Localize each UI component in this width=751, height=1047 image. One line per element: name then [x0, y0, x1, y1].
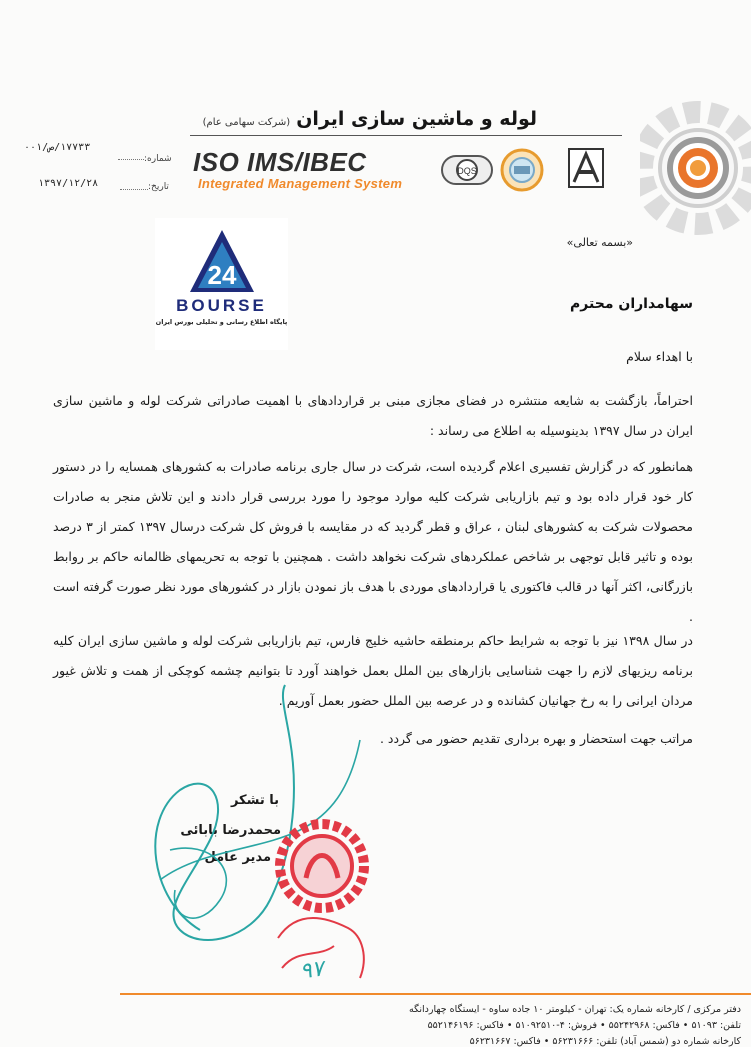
paragraph-plans-1398: در سال ۱۳۹۸ نیز با توجه به شرایط حاکم برمنطقه حاشیه خلیج فارس، تیم بازاریابی شرکت لوله و ماشین سازی ایران کلیه برنامه ریزیهای لازم را جهت شناسایی بازارهای بین الملل بعمل خواهند آورد تا بتوانیم چشمه کوچکی از همت و تلاش غیور مردان ایرانی را به رخ جهانیان کشانده و در عرصه بین الملل حضور بعمل آوریم .	[53, 633, 693, 708]
handwritten-note: ۹۷	[298, 956, 326, 985]
certification-badge-logo-icon	[440, 152, 494, 188]
footer-plant-two: کارخانه شماره دو (شمس آباد) تلفن: ۵۶۲۳۱۶۶۶ • فاکس: ۵۶۲۳۱۶۶۷	[469, 1036, 741, 1047]
paragraph-intro: احتراماً، بازگشت به شایعه منتشره در فضای مجازی مبنی بر قراردادهای با اهمیت صادراتی شرکت لوله و ماشین سازی ایران در سال ۱۳۹۷ بدینوسیله به اطلاع می رساند :	[53, 393, 693, 438]
letter-date-label: تاریخ:	[148, 182, 169, 192]
ims-subtitle: Integrated Management System	[198, 176, 403, 191]
bourse-subtitle: پایگاه اطلاع رسانی و تحلیلی بورس ایران	[155, 318, 288, 326]
signature-name: محمدرضا بابائی	[180, 823, 281, 838]
quality-seal-logo-icon	[498, 148, 546, 192]
iso-title: ISO IMS/IBEC	[193, 147, 367, 177]
isiri-standard-logo-icon	[566, 146, 606, 190]
svg-text:DQS: DQS	[457, 166, 477, 176]
bourse-mark: 24	[207, 260, 237, 290]
footer-phones: تلفن: ۵۱۰۹۳ • فاکس: ۵۵۲۴۲۹۶۸ • فروش: ۴-۵۱۰۹۲۵۱۰ • فاکس: ۵۵۲۱۴۶۱۹۶	[427, 1020, 741, 1031]
greeting: با اهداء سلام	[626, 349, 693, 364]
company-type: (شرکت سهامی عام)	[202, 117, 291, 128]
bourse-word: BOURSE	[176, 296, 267, 315]
letter-number-dots	[118, 159, 144, 160]
signature-title: مدیر عامل	[204, 850, 271, 865]
header-rule	[190, 135, 622, 136]
letter-number-label: شماره:	[144, 154, 172, 164]
letter-date-dots	[120, 189, 148, 190]
bourse-triangle-icon	[188, 228, 256, 294]
paragraph-exports-1397: همانطور که در گزارش تفسیری اعلام گردیده است، شرکت در سال جاری برنامه صادرات به کشورهای همسایه را در دستور کار خود قرار داده بود و تیم بازاریابی شرکت کلیه موارد موجود را مورد بررسی قرار دادند و این تلاش منجر به صادرات محصولات شرکت به کشورهای لبنان ، عراق و قطر گردید که در مقایسه با فروش کل شرکت درسال ۱۳۹۷ کمتر از ۳ درصد بوده و تاثیر قابل توجهی بر شاخص عملکردهای شرکت نخواهد داشت . همچنین با توجه به تحریمهای ظالمانه حاکم بر روابط بازرگانی، اکثر آنها در قالب فاکتوری یا قراردادهای موردی با هدف باز نمودن بازار در کشورهای مورد نظر صورت گرفته است .	[52, 459, 693, 624]
signature-closing: با تشکر	[230, 793, 279, 808]
addressee: سهامداران محترم	[570, 296, 693, 312]
footer-address: دفتر مرکزی / کارخانه شماره یک: تهران - کیلومتر ۱۰ جاده ساوه - ایستگاه چهاردانگه	[409, 1004, 741, 1015]
paragraph-closing: مراتب جهت استحضار و بهره برداری تقدیم حضور می گردد .	[379, 731, 693, 746]
letter-date-value: ۱۳۹۷/۱۲/۲۸	[38, 178, 99, 189]
company-gear-logo	[640, 88, 751, 248]
letter-number-value: ۱۷۷۳۳/ص/۰۰۱	[24, 142, 91, 153]
salutation: «بسمه تعالی»	[566, 236, 633, 249]
bourse-logo	[155, 218, 288, 350]
footer-rule	[120, 993, 751, 995]
company-name: لوله و ماشین سازی ایران(شرکت سهامی عام)	[202, 108, 537, 130]
